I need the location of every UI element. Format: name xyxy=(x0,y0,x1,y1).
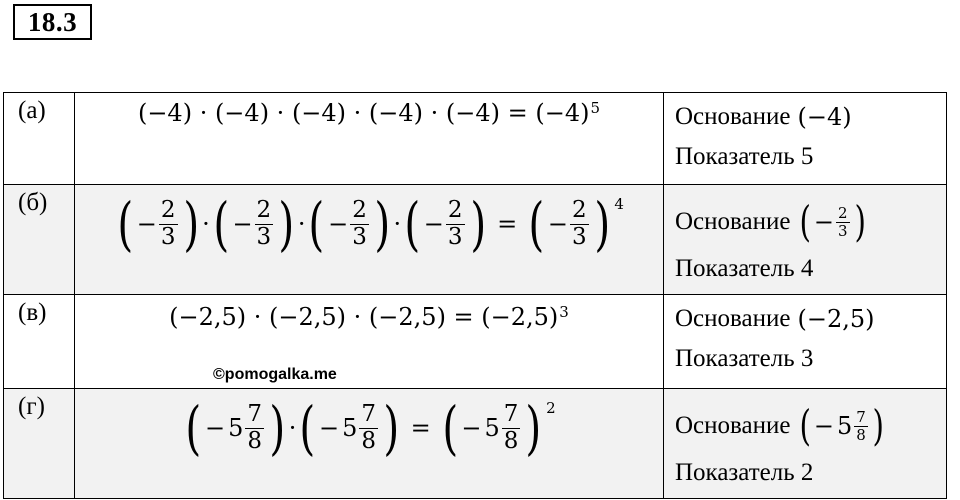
base-value: (−4) xyxy=(797,103,852,131)
exponent: 4 xyxy=(614,195,624,213)
exponent-line: Показатель 4 xyxy=(675,255,814,282)
expression-cell xyxy=(75,93,664,185)
expression-cell xyxy=(75,185,664,295)
row-label: (а) xyxy=(4,93,75,185)
base-word: Основание xyxy=(675,208,791,235)
exercise-number: 18.3 xyxy=(13,4,92,40)
expression xyxy=(169,303,569,331)
table-row xyxy=(4,185,947,295)
base-line xyxy=(675,195,946,249)
exponent-line: Показатель 3 xyxy=(675,345,814,372)
base-word: Основание xyxy=(675,103,791,130)
row-label: (г) xyxy=(4,389,75,499)
expression-text: (−2,5) · (−2,5) · (−2,5) = (−2,5) xyxy=(169,303,559,331)
exercise-table xyxy=(3,92,947,499)
base-value: (−2,5) xyxy=(797,305,875,333)
answer-cell xyxy=(664,93,947,185)
row-label: (в) xyxy=(4,295,75,389)
base-word: Основание xyxy=(675,412,791,439)
base-value: ( − $\frac{2}{3}$ ) xyxy=(799,197,866,246)
exponent: 5 xyxy=(590,99,601,117)
table-row xyxy=(4,389,947,499)
exponent: 3 xyxy=(559,303,569,321)
answer-cell xyxy=(664,295,947,389)
base-line xyxy=(675,399,946,453)
exponent: 2 xyxy=(546,399,556,417)
table-row xyxy=(4,295,947,389)
base-line xyxy=(675,301,946,337)
expression-text: (−4) · (−4) · (−4) · (−4) · (−4) = (−4) xyxy=(137,99,590,127)
table-row xyxy=(4,93,947,185)
answer-cell xyxy=(664,389,947,499)
base-word: Основание xyxy=(675,305,791,332)
expression-cell xyxy=(75,295,664,389)
exponent-line: Показатель 5 xyxy=(675,143,814,170)
expression: ( − $\frac{2}{3}$ ) · ( − $\frac{2}{3}$ ) · ( − $\frac{2}{3}$ ) · ( − $\frac{2}{3}$ ) = ( − $\frac{2}{3}$ ) 4 xyxy=(117,190,624,258)
base-line xyxy=(675,99,946,135)
answer-cell xyxy=(664,185,947,295)
watermark: ©pomogalka.me xyxy=(213,366,337,383)
exponent-line: Показатель 2 xyxy=(675,459,814,486)
base-value: ( − 5 $\frac{7}{8}$ ) xyxy=(799,401,884,450)
expression xyxy=(138,99,600,127)
expression: ( − 5 $\frac{7}{8}$ ) · ( − 5 $\frac{7}{8}$ ) = ( − 5 $\frac{7}{8}$ ) 2 xyxy=(185,394,556,462)
expression-cell xyxy=(75,389,664,499)
row-label: (б) xyxy=(4,185,75,295)
